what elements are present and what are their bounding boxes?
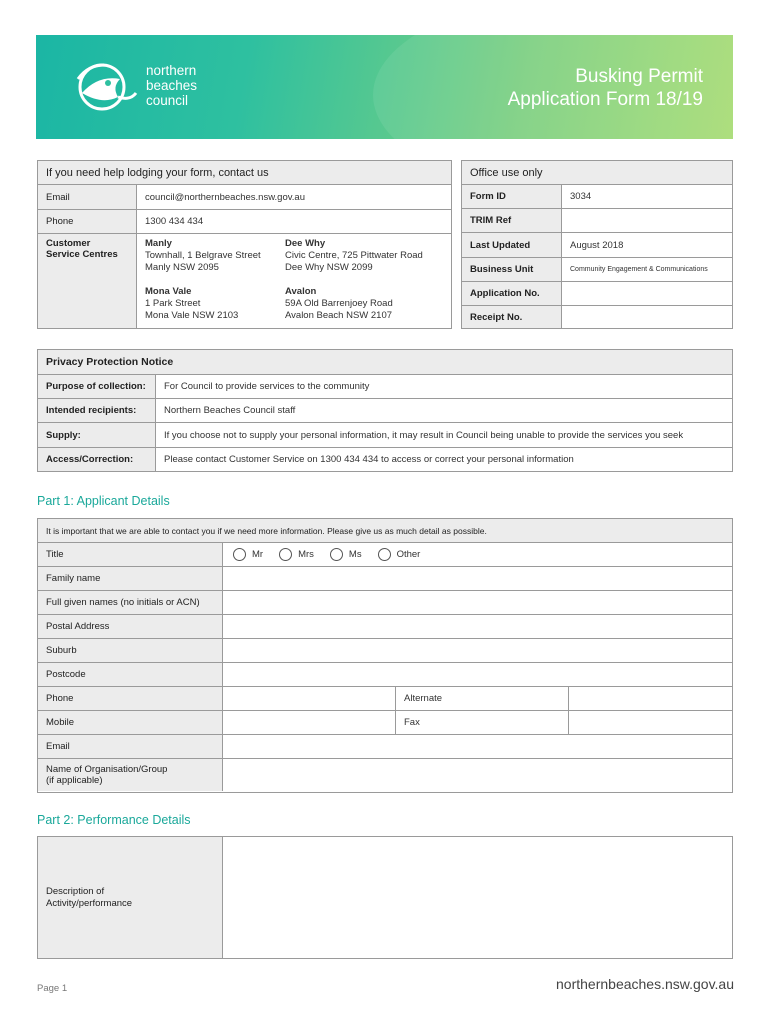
office-value: 3034 (570, 191, 592, 202)
phone-field[interactable] (223, 687, 396, 710)
centre-address-1: 1 Park Street (145, 298, 201, 309)
office-value (562, 306, 578, 328)
given-names-label: Full given names (no initials or ACN) (38, 591, 223, 614)
help-email-value[interactable]: council@northernbeaches.nsw.gov.au (145, 191, 305, 203)
mobile-field[interactable] (223, 711, 396, 734)
help-centres-label (38, 234, 137, 328)
office-label: Application No. (462, 282, 562, 305)
postcode-row (38, 663, 732, 687)
centre-mona-vale (145, 286, 285, 324)
office-row (462, 233, 732, 258)
centre-address-1: Civic Centre, 725 Pittwater Road (285, 250, 423, 261)
privacy-row (38, 448, 732, 471)
privacy-label: Access/Correction: (38, 448, 156, 471)
help-heading: If you need help lodging your form, contact us (38, 161, 451, 185)
fax-field[interactable] (569, 711, 732, 734)
mobile-label: Mobile (38, 711, 223, 734)
radio-circle-icon[interactable] (330, 548, 343, 561)
centre-name: Manly (145, 238, 172, 249)
privacy-label: Purpose of collection: (38, 375, 156, 398)
logo-text (146, 63, 197, 108)
radio-label: Mr (252, 549, 264, 560)
centre-address-1: 59A Old Barrenjoey Road (285, 298, 393, 309)
family-name-field[interactable] (223, 567, 732, 590)
suburb-field[interactable] (223, 639, 732, 662)
office-heading: Office use only (462, 161, 732, 185)
help-phone-row (38, 210, 451, 234)
radio-label: Ms (348, 549, 362, 560)
privacy-label: Supply: (38, 423, 156, 447)
help-email-row (38, 185, 451, 210)
description-label-line-2: Activity/performance (46, 897, 133, 909)
privacy-value: Please contact Customer Service on 1300 434 434 to access or correct your personal information (164, 454, 574, 465)
centre-name: Avalon (285, 286, 317, 297)
privacy-label: Intended recipients: (38, 399, 156, 422)
service-centres-grid (137, 234, 443, 328)
privacy-value: For Council to provide services to the community (164, 381, 370, 392)
title-label: Title (38, 543, 223, 566)
organisation-label (38, 759, 223, 791)
office-row (462, 185, 732, 209)
privacy-row (38, 399, 732, 423)
suburb-row (38, 639, 732, 663)
privacy-row (38, 375, 732, 399)
help-centres-row (38, 234, 451, 328)
radio-label: Mrs (298, 549, 314, 560)
centre-address-2: Manly NSW 2095 (145, 262, 219, 273)
form-title-line-2: Application Form 18/19 (507, 89, 703, 110)
given-names-row (38, 591, 732, 615)
centre-address-2: Avalon Beach NSW 2107 (285, 310, 393, 321)
postal-address-field[interactable] (223, 615, 732, 638)
title-radio-group (223, 543, 430, 566)
given-names-field[interactable] (223, 591, 732, 614)
footer-url[interactable]: northernbeaches.nsw.gov.au (556, 976, 734, 992)
office-label: Receipt No. (462, 306, 562, 328)
help-phone-label: Phone (38, 210, 137, 233)
organisation-label-line-1: Name of Organisation/Group (46, 764, 168, 775)
centres-label-line-2: Service Centres (46, 249, 118, 260)
radio-label: Other (396, 549, 421, 560)
radio-option-other[interactable] (378, 548, 421, 561)
description-row (38, 837, 732, 958)
applicant-details-table (37, 518, 733, 793)
centre-dee-why (285, 238, 435, 276)
alternate-label: Alternate (396, 687, 569, 710)
centre-avalon (285, 286, 435, 324)
header-banner (36, 35, 733, 139)
phone-label: Phone (38, 687, 223, 710)
description-field[interactable] (223, 837, 732, 958)
family-name-row (38, 567, 732, 591)
postcode-field[interactable] (223, 663, 732, 686)
centre-manly (145, 238, 285, 276)
centre-address-2: Dee Why NSW 2099 (285, 262, 373, 273)
radio-option-mrs[interactable] (279, 548, 314, 561)
email-row (38, 735, 732, 759)
help-email-label: Email (38, 185, 137, 209)
centre-name: Mona Vale (145, 286, 192, 297)
postal-address-label: Postal Address (38, 615, 223, 638)
form-title-line-1: Busking Permit (575, 66, 703, 87)
title-row (38, 543, 732, 567)
description-label-line-1: Description of (46, 885, 105, 897)
logo-line-1: northern (146, 63, 197, 78)
phone-row (38, 687, 732, 711)
logo-line-2: beaches (146, 78, 198, 93)
organisation-row (38, 759, 732, 791)
organisation-field[interactable] (223, 759, 732, 791)
office-value (562, 282, 578, 305)
form-title (508, 65, 703, 111)
radio-circle-icon[interactable] (233, 548, 246, 561)
description-label (38, 837, 223, 958)
office-label: Business Unit (462, 258, 562, 281)
centre-name: Dee Why (285, 238, 326, 249)
office-label: Form ID (462, 185, 562, 208)
centres-label-line-1: Customer (46, 238, 91, 249)
office-value (562, 209, 578, 232)
office-label: TRIM Ref (462, 209, 562, 232)
office-value: August 2018 (570, 239, 624, 251)
logo-line-3: council (146, 93, 189, 108)
office-use-box (461, 160, 733, 329)
office-row (462, 258, 732, 282)
privacy-row (38, 423, 732, 448)
radio-circle-icon[interactable] (279, 548, 292, 561)
email-label: Email (38, 735, 223, 758)
privacy-value: Northern Beaches Council staff (164, 405, 296, 416)
centre-address-1: Townhall, 1 Belgrave Street (145, 250, 261, 261)
council-logo-icon (68, 57, 140, 117)
office-row (462, 282, 732, 306)
radio-option-mr[interactable] (233, 548, 263, 561)
alternate-field[interactable] (569, 687, 732, 710)
postal-address-row (38, 615, 732, 639)
office-row (462, 306, 732, 328)
part2-title: Part 2: Performance Details (37, 813, 191, 827)
postcode-label: Postcode (38, 663, 223, 686)
office-label: Last Updated (462, 233, 562, 257)
privacy-value: If you choose not to supply your personal information, it may result in Council being unable to provide the services you seek (164, 429, 684, 441)
privacy-notice (37, 349, 733, 472)
email-field[interactable] (223, 735, 732, 758)
suburb-label: Suburb (38, 639, 223, 662)
applicant-intro: It is important that we are able to contact you if we need more information. Please give us as much detail as possible. (38, 519, 732, 543)
office-value: Community Engagement & Communications (570, 266, 708, 273)
fax-label: Fax (396, 711, 569, 734)
page-number: Page 1 (37, 983, 68, 994)
mobile-row (38, 711, 732, 735)
office-row (462, 209, 732, 233)
radio-circle-icon[interactable] (378, 548, 391, 561)
privacy-heading: Privacy Protection Notice (38, 350, 732, 375)
performance-details-table (37, 836, 733, 959)
family-name-label: Family name (38, 567, 223, 590)
organisation-label-line-2: (if applicable) (46, 775, 103, 786)
centre-address-2: Mona Vale NSW 2103 (145, 310, 239, 321)
radio-option-ms[interactable] (330, 548, 362, 561)
help-contact-box (37, 160, 452, 329)
help-phone-value: 1300 434 434 (145, 216, 204, 227)
part1-title: Part 1: Applicant Details (37, 494, 170, 508)
